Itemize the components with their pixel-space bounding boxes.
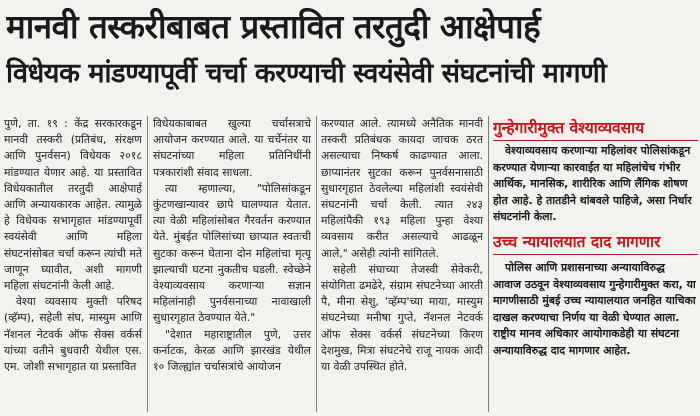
sidebar-heading-2: उच्च न्यायालयात दाद मागणार <box>493 233 661 251</box>
sidebar-text: पोलिस आणि प्रशासनाच्या अन्यायाविरुद्ध आवाज उठवून वेश्याव्यवसाय गुन्हेगारीमुक्त करा, या मागणीसाठी मुंबई उच्च न्यायालयात जनहित याचिका दाखल करण्याचा निर्णय या वेळी घेण्यात आला. राष्ट्रीय मानव अधिकार आयोगाकडेही या संघटना अन्यायाविरुद्ध दाद मागणार आहेत. <box>493 261 696 357</box>
sidebar-heading-1: गुन्हेगारीमुक्त वेश्याव्यवसाय <box>493 119 645 137</box>
paragraph: विधेयकाबाबत खुल्या चर्चासत्राचे आयोजन करण्यात आले. या चर्चेनंतर या संघटनांच्या महिला प्रतिनिधींनी पत्रकारांशी संवाद साधला. <box>153 117 311 179</box>
paragraph: पुणे, ता. १९ : केंद्र सरकारकडून मानवी तस्करी (प्रतिबंध, संरक्षण आणि पुनर्वसन) विधेयक २०१८ मांडण्यात येणार आहे. या प्रस्तावित विधेयकातील तरतुदी आक्षेपार्ह आणि अन्यायकारक आहेत. त्यामुळे हे विधेयक सभागृहात मांडण्यापूर्वी स्वयंसेवी आणि महिला संघटनांसोबत चर्चा करून त्यांची मते जाणून घ्यावीत, अशी मागणी महिला संघटनांनी केली आहे. <box>4 117 142 293</box>
paragraph: सहेली संघाच्या तेजस्वी सेवेकरी, संयोगिता ढमढेरे, संग्राम संघटनेच्या आरती पै, मीना सेशु, 'व्हॅम्प'च्या माया, मास्युम संघटनेच्या मनीषा गुप्ते, नॅशनल नेटवर्क ऑफ सेक्स वर्कर्स संघटनेच्या किरण देशमुख, मित्रा संघटनेचे राजू नायक आदी या वेळी उपस्थित होते. <box>321 262 483 374</box>
article-column-1 <box>4 116 142 412</box>
sidebar-box-2 <box>493 260 696 410</box>
paragraph: करण्यात आले. त्यामध्ये अनैतिक मानवी तस्करी प्रतिबंधक कायदा जाचक ठरत असल्याचा निष्कर्ष काढण्यात आला. छाप्यानंतर सुटका करून पुनर्वसनासाठी सुधारगृहात ठेवलेल्या महिलांशी स्वयंसेवी संघटनांनी चर्चा केली. त्यात २४३ महिलांपैकी १९३ महिला पुन्हा वेश्या व्यवसाय करीत असल्याचे आढळून आले," असेही त्यांनी सांगितले. <box>321 117 483 260</box>
heading-underline <box>493 254 698 255</box>
paragraph: "देशात महाराष्ट्रातील पुणे, उत्तर कर्नाटक, केरळ आणि झारखंड येथील १० जिल्ह्यांत चर्चासत्रांचे आयोजन <box>153 327 311 374</box>
paragraph: त्या म्हणाल्या, "पोलिसांकडून कुंटणखान्यावर छापे घालण्यात येतात. त्या वेळी महिलांसोबत गैरवर्तन करण्यात येते. मुंबईत पोलिसांच्या छाप्यात स्वतःची सुटका करून घेताना दोन महिलांचा मृत्यू झाल्याची घटना नुकतीच घडली. स्वेच्छेने वेश्याव्यवसाय करणाऱ्या सज्ञान महिलांनाही पुनर्वसनाच्या नावाखाली सुधारगृहात ठेवण्यात येते." <box>153 181 311 325</box>
article-column-3 <box>321 116 483 412</box>
column-divider <box>488 116 489 412</box>
column-divider <box>147 116 148 412</box>
sidebar-text: वेश्याव्यवसाय करणाऱ्या महिलांवर पोलिसांकडून करण्यात येणाऱ्या कारवाईत या महिलांचेच गंभीर आर्थिक, मानसिक, शारीरिक आणि लैंगिक शोषण होत आहे. हे तातडीने थांबवले पाहिजे, असा निर्धार संघटनांनी केला. <box>493 144 692 224</box>
paragraph: वेश्या व्यवसाय मुक्ती परिषद (व्हॅम्प), सहेली संघ, मास्युम आणि नॅशनल नेटवर्क ऑफ सेक्स वर्कर्स यांच्या वतीने बुधवारी येथील एस. एम. जोशी सभागृहात या प्रस्तावित <box>4 295 142 374</box>
sidebar-box-1 <box>493 143 696 225</box>
article-column-2 <box>153 116 311 412</box>
headline: मानवी तस्करीबाबत प्रस्तावित तरतुदी आक्षेपार्ह <box>6 7 541 46</box>
heading-underline <box>493 140 698 141</box>
column-divider <box>316 116 317 412</box>
subheadline: विधेयक मांडण्यापूर्वी चर्चा करण्याची स्वयंसेवी संघटनांची मागणी <box>6 58 607 89</box>
